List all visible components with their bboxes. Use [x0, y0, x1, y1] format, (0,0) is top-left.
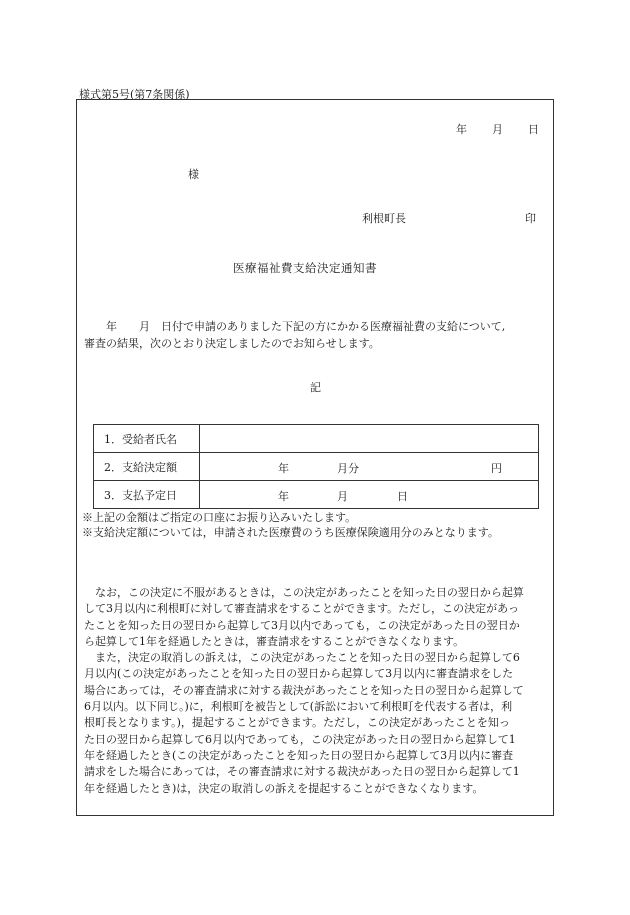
payment-date-label: 3．支払予定日	[94, 481, 200, 509]
appeal-line: たことを知った日の翌日から起算して3月以内であっても，この決定があった日の翌日か	[84, 618, 520, 632]
recipient-name-field[interactable]	[200, 425, 539, 453]
intro-line: 審査の結果，次のとおり決定しましたのでお知らせします。	[84, 337, 380, 350]
ki-heading: 記	[310, 381, 321, 394]
payment-month-unit: 月	[337, 490, 348, 503]
appeal-line: 年を経過したとき)は，決定の取消しの訴えを提起することができなくなります。	[84, 781, 484, 795]
payment-day-unit: 日	[397, 490, 408, 503]
amount-yen-unit: 円	[491, 462, 502, 475]
date-day: 日	[528, 123, 539, 136]
date-year: 年	[456, 123, 467, 136]
recipient-suffix: 様	[188, 168, 199, 181]
appeal-line: 根町長となります。)，提起することができます。ただし，この決定があったことを知っ	[84, 716, 510, 730]
document-title: 医療福祉費支給決定通知書	[233, 261, 377, 275]
notes-block	[82, 510, 499, 540]
note-line: ※支給決定額については，申請された医療費のうち医療保険適用分のみとなります。	[82, 526, 499, 539]
amount-label: 2．支給決定額	[94, 453, 200, 481]
form-number-label: 様式第5号(第7条関係)	[79, 88, 190, 101]
amount-year-unit: 年	[278, 462, 289, 475]
appeal-line: なお，この決定に不服があるときは，この決定があったことを知った日の翌日から起算	[84, 586, 524, 599]
appeal-line: 場合にあっては，その審査請求に対する裁決があったことを知った日の翌日から起算して	[84, 683, 524, 697]
note-line: ※上記の金額はご指定の口座にお振り込みいたします。	[82, 511, 357, 524]
amount-field[interactable]	[200, 453, 539, 481]
table-row	[94, 453, 539, 481]
recipient-name-label: 1．受給者氏名	[94, 425, 200, 453]
appeal-line: して3月以内に利根町に対して審査請求をすることができます。ただし，この決定があっ	[84, 602, 520, 616]
appeal-line: 月以内(この決定があったことを知った日の翌日から起算して3月以内に審査請求をした	[84, 667, 514, 681]
appeal-line: 請求をした場合にあっては，その審査請求に対する裁決があった日の翌日から起算して1	[84, 765, 520, 779]
intro-paragraph	[84, 318, 534, 352]
amount-month-unit: 月分	[337, 462, 359, 475]
details-table	[93, 424, 539, 509]
appeal-line: ら起算して1年を経過したときは，審査請求をすることができなくなります。	[84, 634, 465, 648]
payment-year-unit: 年	[278, 490, 289, 503]
date-month: 月	[492, 123, 503, 136]
issuer-name: 利根町長	[362, 212, 406, 225]
appeal-line: また，決定の取消しの訴えは，この決定があったことを知った日の翌日から起算して6	[84, 651, 520, 665]
table-row	[94, 425, 539, 453]
appeal-paragraph	[84, 585, 536, 797]
table-row	[94, 481, 539, 509]
appeal-line: 6月以内。以下同じ。)に，利根町を被告として(訴訟において利根町を代表する者は，利	[84, 700, 513, 714]
payment-date-field[interactable]	[200, 481, 539, 509]
appeal-line: た日の翌日から起算して6月以内であっても，この決定があった日の翌日から起算して1	[84, 732, 516, 746]
intro-line: 年 月 日付で申請のありました下記の方にかかる医療福祉費の支給について,	[84, 320, 506, 333]
appeal-line: 年を経過したとき(この決定があったことを知った日の翌日から起算して3月以内に審査	[84, 748, 514, 762]
seal-mark: 印	[525, 212, 536, 225]
